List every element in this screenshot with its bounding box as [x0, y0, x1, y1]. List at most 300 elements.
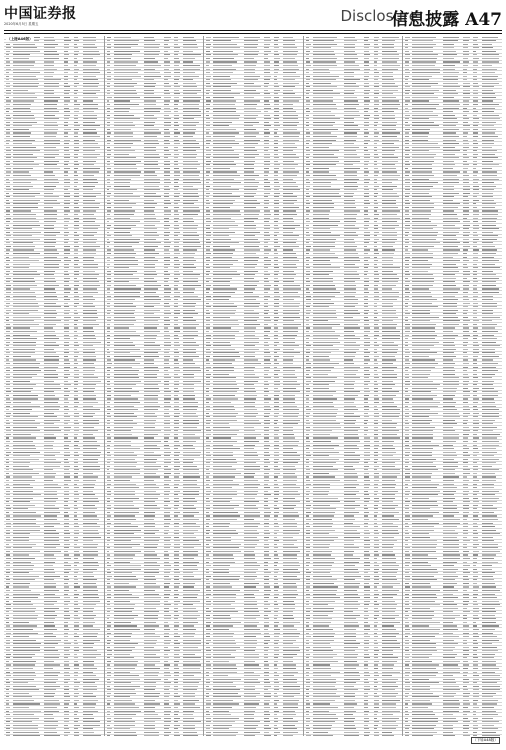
table-cell: [244, 441, 259, 442]
table-cell: [6, 402, 11, 403]
table-cell: [44, 93, 54, 94]
table-cell: [114, 413, 135, 414]
table-cell: [213, 253, 233, 254]
table-cell: [183, 679, 201, 680]
table-cell: [174, 686, 178, 687]
table-cell: [244, 164, 254, 165]
table-cell: [144, 579, 156, 580]
table-cell: [13, 168, 33, 169]
table-cell: [114, 633, 133, 634]
table-cell: [83, 618, 94, 619]
table-cell: [206, 115, 209, 116]
table-cell: [244, 104, 257, 105]
table-cell: [174, 636, 179, 637]
table-cell: [183, 523, 195, 524]
table-cell: [283, 37, 293, 38]
table-cell: [206, 484, 209, 485]
table-cell: [83, 115, 97, 116]
table-cell: [83, 682, 95, 683]
table-cell: [274, 398, 279, 399]
table-cell: [83, 182, 98, 183]
table-cell: [13, 249, 34, 250]
table-cell: [244, 398, 256, 399]
table-cell: [244, 633, 261, 634]
table-cell: [6, 381, 10, 382]
table-cell: [114, 367, 133, 368]
table-cell: [74, 143, 79, 144]
table-cell: [174, 65, 178, 66]
table-cell: [144, 111, 160, 112]
table-cell: [283, 97, 301, 98]
table-cell: [164, 221, 168, 222]
table-cell: [144, 79, 154, 80]
table-cell: [183, 242, 199, 243]
table-cell: [183, 647, 198, 648]
table-cell: [183, 622, 197, 623]
table-cell: [74, 189, 79, 190]
table-cell: [213, 540, 231, 541]
table-cell: [144, 594, 158, 595]
table-cell: [64, 61, 68, 62]
table-cell: [144, 459, 157, 460]
table-cell: [244, 565, 260, 566]
table-cell: [13, 448, 36, 449]
table-cell: [283, 140, 299, 141]
table-cell: [244, 352, 255, 353]
table-cell: [64, 615, 70, 616]
table-cell: [44, 608, 59, 609]
table-cell: [6, 356, 9, 357]
table-cell: [183, 707, 200, 708]
table-cell: [44, 459, 56, 460]
table-cell: [74, 558, 78, 559]
table-cell: [264, 182, 270, 183]
table-cell: [144, 576, 154, 577]
table-cell: [44, 72, 54, 73]
table-cell: [244, 388, 255, 389]
table-cell: [74, 381, 78, 382]
table-cell: [244, 171, 254, 172]
table-cell: [83, 313, 97, 314]
table-cell: [206, 37, 211, 38]
table-cell: [44, 352, 56, 353]
table-cell: [213, 523, 229, 524]
table-cell: [64, 590, 69, 591]
table-cell: [144, 303, 159, 304]
table-cell: [144, 558, 160, 559]
table-cell: [183, 370, 200, 371]
table-cell: [183, 682, 198, 683]
table-cell: [13, 384, 36, 385]
table-cell: [274, 551, 278, 552]
table-cell: [74, 193, 79, 194]
table-cell: [83, 384, 97, 385]
table-cell: [164, 473, 171, 474]
table-cell: [206, 367, 211, 368]
table-cell: [183, 225, 197, 226]
table-cell: [74, 654, 77, 655]
table-cell: [183, 44, 197, 45]
table-cell: [6, 420, 9, 421]
table-cell: [114, 711, 141, 712]
table-cell: [144, 342, 154, 343]
table-cell: [114, 69, 141, 70]
table-cell: [64, 565, 71, 566]
table-cell: [64, 508, 70, 509]
table-cell: [114, 76, 141, 77]
table-cell: [107, 427, 111, 428]
table-cell: [164, 196, 169, 197]
table-cell: [13, 420, 35, 421]
table-cell: [164, 210, 171, 211]
table-cell: [107, 345, 110, 346]
table-cell: [144, 395, 158, 396]
table-cell: [114, 423, 137, 424]
table-cell: [64, 636, 68, 637]
table-cell: [244, 218, 258, 219]
table-cell: [107, 171, 112, 172]
table-cell: [164, 647, 168, 648]
table-cell: [183, 693, 195, 694]
table-cell: [274, 402, 279, 403]
table-cell: [244, 437, 256, 438]
table-cell: [174, 594, 178, 595]
table-cell: [83, 615, 96, 616]
table-cell: [244, 72, 255, 73]
table-cell: [164, 150, 168, 151]
table-cell: [144, 562, 156, 563]
table-cell: [13, 416, 38, 417]
table-cell: [274, 51, 278, 52]
table-cell: [64, 512, 68, 513]
table-cell: [6, 459, 9, 460]
table-cell: [174, 512, 179, 513]
table-cell: [13, 565, 34, 566]
table-cell: [44, 427, 59, 428]
table-cell: [213, 154, 238, 155]
table-cell: [283, 132, 300, 133]
table-cell: [164, 225, 169, 226]
table-cell: [283, 150, 293, 151]
table-cell: [114, 342, 133, 343]
table-cell: [6, 491, 10, 492]
table-cell: [274, 320, 278, 321]
table-cell: [107, 228, 111, 229]
table-cell: [144, 235, 159, 236]
table-cell: [107, 93, 110, 94]
table-cell: [64, 647, 71, 648]
table-cell: [74, 501, 77, 502]
table-cell: [114, 274, 134, 275]
table-cell: [6, 345, 9, 346]
table-cell: [74, 331, 77, 332]
table-cell: [174, 430, 177, 431]
table-cell: [144, 299, 160, 300]
table-cell: [107, 267, 110, 268]
table-cell: [264, 633, 269, 634]
table-cell: [6, 583, 10, 584]
table-cell: [283, 292, 298, 293]
table-cell: [274, 640, 279, 641]
table-cell: [64, 484, 69, 485]
table-cell: [107, 636, 110, 637]
table-cell: [213, 586, 232, 587]
table-cell: [283, 359, 293, 360]
table-cell: [44, 76, 54, 77]
table-cell: [64, 171, 69, 172]
table-cell: [107, 320, 112, 321]
table-cell: [83, 650, 98, 651]
table-cell: [213, 409, 235, 410]
table-cell: [64, 232, 70, 233]
table-cell: [6, 210, 10, 211]
table-cell: [174, 327, 180, 328]
table-cell: [183, 381, 201, 382]
table-cell: [144, 707, 155, 708]
table-cell: [83, 278, 97, 279]
table-cell: [64, 696, 71, 697]
table-cell: [83, 129, 97, 130]
table-cell: [244, 303, 260, 304]
table-cell: [13, 625, 37, 626]
table-cell: [13, 182, 31, 183]
table-cell: [13, 622, 29, 623]
table-cell: [6, 115, 10, 116]
table-cell: [6, 232, 10, 233]
table-cell: [74, 115, 79, 116]
table-cell: [183, 544, 200, 545]
table-cell: [264, 558, 271, 559]
table-cell: [213, 384, 237, 385]
table-cell: [44, 367, 58, 368]
table-cell: [74, 214, 78, 215]
table-cell: [107, 622, 111, 623]
table-cell: [213, 576, 240, 577]
table-cell: [213, 537, 231, 538]
table-cell: [44, 650, 58, 651]
table-cell: [64, 246, 70, 247]
table-cell: [6, 214, 10, 215]
table-cell: [6, 661, 9, 662]
table-cell: [83, 664, 95, 665]
table-cell: [274, 540, 279, 541]
table-cell: [206, 413, 209, 414]
table-cell: [183, 484, 197, 485]
table-cell: [164, 359, 169, 360]
table-cell: [183, 278, 198, 279]
table-cell: [244, 342, 259, 343]
table-cell: [283, 476, 298, 477]
table-cell: [183, 537, 196, 538]
table-cell: [283, 260, 300, 261]
table-cell: [244, 636, 256, 637]
table-cell: [144, 498, 158, 499]
table-cell: [244, 196, 254, 197]
table-cell: [183, 232, 197, 233]
table-cell: [6, 395, 9, 396]
table-cell: [206, 90, 209, 91]
table-cell: [274, 317, 279, 318]
table-cell: [264, 455, 270, 456]
table-cell: [244, 210, 260, 211]
table-cell: [74, 703, 78, 704]
table-cell: [274, 147, 278, 148]
table-cell: [74, 657, 78, 658]
table-cell: [206, 498, 209, 499]
table-cell: [74, 579, 79, 580]
table-cell: [213, 136, 235, 137]
table-cell: [283, 473, 296, 474]
table-cell: [64, 69, 70, 70]
table-cell: [74, 281, 80, 282]
table-cell: [283, 427, 293, 428]
table-cell: [164, 640, 171, 641]
table-cell: [283, 306, 300, 307]
table-cell: [174, 672, 179, 673]
table-cell: [283, 115, 298, 116]
table-cell: [13, 484, 30, 485]
table-cell: [144, 136, 157, 137]
table-cell: [114, 86, 134, 87]
table-cell: [114, 310, 136, 311]
table-cell: [83, 569, 98, 570]
table-cell: [183, 331, 198, 332]
table-cell: [164, 235, 169, 236]
table-cell: [13, 441, 33, 442]
section-label-english: Disclosure: [340, 7, 418, 25]
table-cell: [74, 37, 78, 38]
table-cell: [264, 398, 271, 399]
table-cell: [64, 363, 70, 364]
table-cell: [64, 186, 70, 187]
table-cell: [213, 558, 234, 559]
table-cell: [83, 179, 98, 180]
table-cell: [183, 83, 196, 84]
table-cell: [44, 122, 57, 123]
table-cell: [83, 735, 101, 736]
table-cell: [83, 476, 99, 477]
table-cell: [206, 189, 209, 190]
table-cell: [107, 494, 112, 495]
table-cell: [6, 544, 9, 545]
table-cell: [206, 164, 210, 165]
table-cell: [6, 664, 11, 665]
table-cell: [283, 179, 294, 180]
table-cell: [244, 427, 254, 428]
table-cell: [6, 686, 10, 687]
table-cell: [64, 47, 69, 48]
table-cell: [6, 264, 9, 265]
table-cell: [83, 61, 98, 62]
table-cell: [6, 633, 11, 634]
table-cell: [6, 267, 10, 268]
table-cell: [274, 554, 278, 555]
table-cell: [107, 179, 111, 180]
table-cell: [74, 565, 77, 566]
table-cell: [183, 136, 193, 137]
table-cell: [183, 696, 195, 697]
table-cell: [164, 498, 169, 499]
table-cell: [274, 118, 280, 119]
table-cell: [83, 601, 100, 602]
table-cell: [13, 69, 30, 70]
table-cell: [174, 647, 179, 648]
table-cell: [107, 512, 110, 513]
table-cell: [264, 537, 269, 538]
table-cell: [213, 505, 239, 506]
table-cell: [107, 487, 110, 488]
table-cell: [164, 675, 171, 676]
table-cell: [174, 367, 178, 368]
table-cell: [183, 193, 198, 194]
table-cell: [183, 672, 201, 673]
table-cell: [13, 579, 35, 580]
table-cell: [83, 359, 97, 360]
table-cell: [264, 239, 270, 240]
table-cell: [174, 657, 179, 658]
table-cell: [274, 416, 278, 417]
table-cell: [144, 186, 159, 187]
table-cell: [114, 65, 136, 66]
table-cell: [44, 615, 58, 616]
table-cell: [144, 448, 160, 449]
table-cell: [213, 129, 236, 130]
table-cell: [107, 633, 112, 634]
table-cell: [83, 72, 100, 73]
table-cell: [244, 487, 258, 488]
table-cell: [83, 143, 99, 144]
table-cell: [83, 473, 94, 474]
table-cell: [206, 271, 210, 272]
table-cell: [183, 267, 195, 268]
table-cell: [44, 682, 57, 683]
table-cell: [83, 157, 97, 158]
table-cell: [107, 299, 112, 300]
table-cell: [144, 157, 160, 158]
table-cell: [83, 349, 95, 350]
table-cell: [274, 484, 278, 485]
table-cell: [283, 51, 298, 52]
table-cell: [274, 143, 279, 144]
table-cell: [244, 494, 257, 495]
table-cell: [44, 437, 56, 438]
table-cell: [6, 76, 9, 77]
table-cell: [83, 203, 100, 204]
table-cell: [6, 434, 11, 435]
table-cell: [13, 285, 37, 286]
table-cell: [144, 601, 159, 602]
table-cell: [13, 494, 41, 495]
table-cell: [283, 381, 297, 382]
table-cell: [74, 285, 79, 286]
table-cell: [13, 203, 38, 204]
table-cell: [164, 267, 168, 268]
table-cell: [213, 168, 230, 169]
table-cell: [44, 232, 60, 233]
table-cell: [206, 285, 211, 286]
table-cell: [206, 313, 210, 314]
table-cell: [44, 402, 58, 403]
table-cell: [114, 193, 133, 194]
table-cell: [183, 469, 198, 470]
table-cell: [264, 157, 270, 158]
table-cell: [244, 182, 259, 183]
table-cell: [183, 359, 193, 360]
table-cell: [206, 583, 210, 584]
table-cell: [114, 551, 141, 552]
table-cell: [6, 370, 10, 371]
table-cell: [44, 69, 57, 70]
